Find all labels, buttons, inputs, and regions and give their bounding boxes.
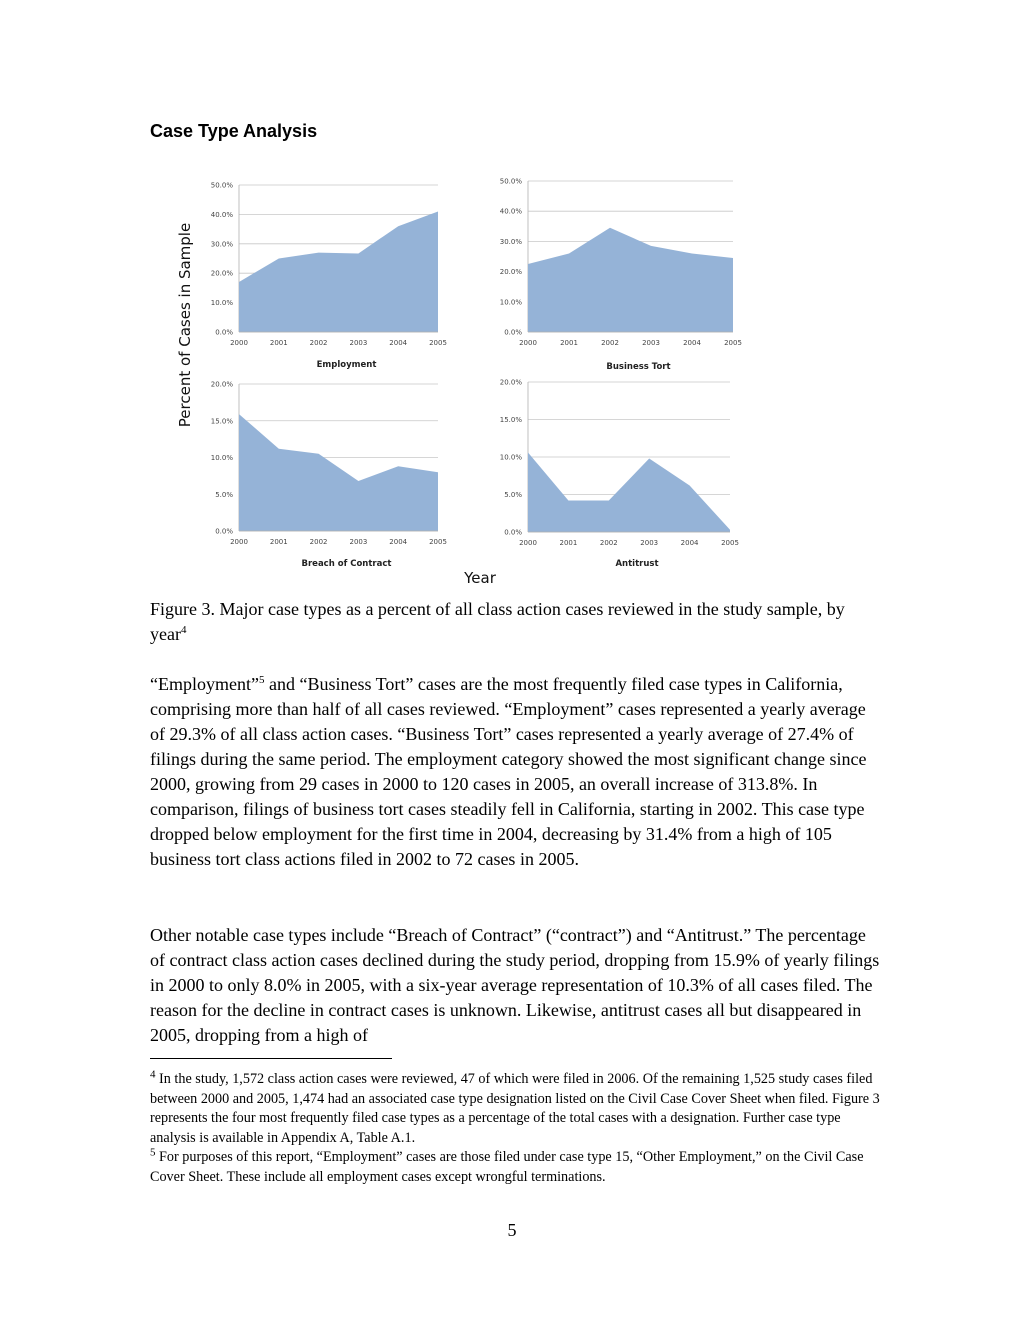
footnote-separator — [150, 1058, 392, 1059]
x-tick-label: 2002 — [309, 339, 328, 347]
x-tick-label: 2001 — [269, 339, 288, 347]
paragraph-body: and “Business Tort” cases are the most frequently filed case types in California, comprising more than half of all cases reviewed. “Employment” cases represented a yearly average of 29.3% of all class action cases. “Business Tort” cases represented a yearly average of 27.4% of filings during the same period. The employment category showed the most significant change since 2000, growing from 29 cases in 2000 to 120 cases in 2005, an overall increase of 313.8%. In comparison, filings of business tort cases steadily fell in California, starting in 2002. This case type dropped below employment for the first time in 2004, decreasing by 31.4% from a high of 105 business tort class actions filed in 2002 to 72 cases in 2005. — [150, 674, 867, 869]
y-tick-label: 0.0% — [504, 328, 522, 337]
footnote-ref-4: 4 — [180, 624, 187, 636]
x-tick-label: 2005 — [724, 339, 742, 347]
chart-title: Breach of Contract — [301, 559, 392, 569]
footnote-text: In the study, 1,572 class action cases were reviewed, 47 of which were filed in 2006. Of the remaining 1,525 study cases filed between 2000 and 2005, 1,474 had an associated case type designation listed on the Civil Case Cover Sheet when filed. Figure 3 represents the four most frequently filed case types as a percentage of the total cases with a designation. Further case type analysis is available in Appendix A, Table A.1. — [150, 1071, 880, 1146]
chart-title: Employment — [316, 360, 377, 370]
section-heading: Case Type Analysis — [150, 121, 318, 141]
y-tick-label: 0.0% — [504, 528, 522, 537]
figure-y-axis-label: Percent of Cases in Sample — [176, 222, 194, 428]
chart-panel-4 — [500, 379, 739, 570]
x-tick-label: 2002 — [309, 538, 328, 546]
figure-3 — [150, 165, 874, 595]
y-tick-label: 10.0% — [210, 299, 233, 308]
y-tick-label: 20.0% — [210, 269, 233, 278]
y-tick-label: 50.0% — [499, 177, 522, 186]
chart-panel-1 — [211, 182, 447, 371]
x-tick-label: 2000 — [230, 339, 248, 347]
y-tick-label: 20.0% — [499, 268, 522, 277]
footnote-text: For purposes of this report, “Employment” cases are those filed under case type 15, “Other Employment,” on the Civil Case Cover Sheet. These include all employment cases except wrongful terminations. — [150, 1149, 864, 1185]
y-tick-label: 0.0% — [215, 328, 233, 337]
x-tick-label: 2005 — [721, 539, 739, 547]
footnotes — [150, 1070, 880, 1187]
y-tick-label: 10.0% — [499, 298, 522, 307]
footnote-4 — [150, 1070, 880, 1148]
x-tick-label: 2004 — [683, 339, 701, 347]
x-tick-label: 2004 — [680, 539, 699, 547]
x-tick-label: 2003 — [349, 339, 368, 347]
x-tick-label: 2002 — [601, 339, 619, 347]
y-tick-label: 5.0% — [504, 491, 522, 499]
chart-title: Business Tort — [606, 362, 671, 372]
footnote-number: 5 — [150, 1146, 156, 1159]
y-tick-label: 0.0% — [215, 527, 233, 536]
y-tick-label: 5.0% — [215, 490, 233, 499]
x-tick-label: 2001 — [269, 538, 288, 546]
area-series — [239, 212, 438, 333]
x-tick-label: 2005 — [429, 538, 447, 546]
y-tick-label: 40.0% — [210, 210, 233, 219]
y-tick-label: 20.0% — [499, 378, 522, 387]
x-tick-label: 2003 — [349, 538, 368, 546]
x-tick-label: 2001 — [559, 539, 578, 547]
x-tick-label: 2005 — [429, 339, 447, 347]
y-tick-label: 30.0% — [210, 240, 233, 249]
x-tick-label: 2003 — [640, 539, 659, 547]
paragraph-lead: “Employment” — [150, 674, 259, 694]
x-tick-label: 2004 — [389, 538, 408, 546]
figure-charts — [150, 165, 874, 595]
chart-title: Antitrust — [615, 559, 659, 569]
x-tick-label: 2003 — [642, 339, 660, 347]
x-tick-label: 2001 — [560, 339, 578, 347]
footnote-5 — [150, 1148, 880, 1187]
page-number: 5 — [507, 1220, 517, 1240]
chart-panel-3 — [211, 381, 447, 570]
paragraph-employment — [150, 672, 880, 872]
area-series — [528, 228, 733, 332]
y-tick-label: 40.0% — [499, 207, 522, 216]
x-tick-label: 2000 — [230, 538, 248, 546]
figure-x-axis-label: Year — [464, 569, 496, 587]
y-tick-label: 30.0% — [499, 237, 522, 246]
chart-panel-2 — [500, 178, 742, 373]
x-tick-label: 2000 — [519, 339, 537, 347]
paragraph-other-case-types: Other notable case types include “Breach of Contract” (“contract”) and “Antitrust.” The percentage of contract class action cases declined during the study period, dropping from 15.9% of yearly filings in 2000 to only 8.0% in 2005, with a six-year average representation of 10.3% of all cases filed. The reason for the decline in contract cases is unknown. Likewise, antitrust cases all but disappeared in 2005, dropping from a high of — [150, 925, 880, 1045]
y-tick-label: 15.0% — [499, 416, 522, 424]
y-tick-label: 10.0% — [499, 453, 522, 462]
x-tick-label: 2002 — [599, 539, 618, 547]
y-tick-label: 15.0% — [210, 417, 233, 426]
y-tick-label: 20.0% — [210, 380, 233, 389]
y-tick-label: 10.0% — [210, 454, 233, 462]
footnote-ref-5: 5 — [258, 674, 265, 686]
area-series — [528, 453, 730, 533]
y-tick-label: 50.0% — [210, 181, 233, 190]
footnote-number: 4 — [150, 1068, 156, 1081]
x-tick-label: 2000 — [519, 539, 537, 547]
figure-caption — [150, 597, 874, 647]
x-tick-label: 2004 — [389, 339, 408, 347]
area-series — [239, 414, 438, 531]
caption-text: Figure 3. Major case types as a percent of all class action cases reviewed in the study sample, by year — [150, 599, 845, 644]
